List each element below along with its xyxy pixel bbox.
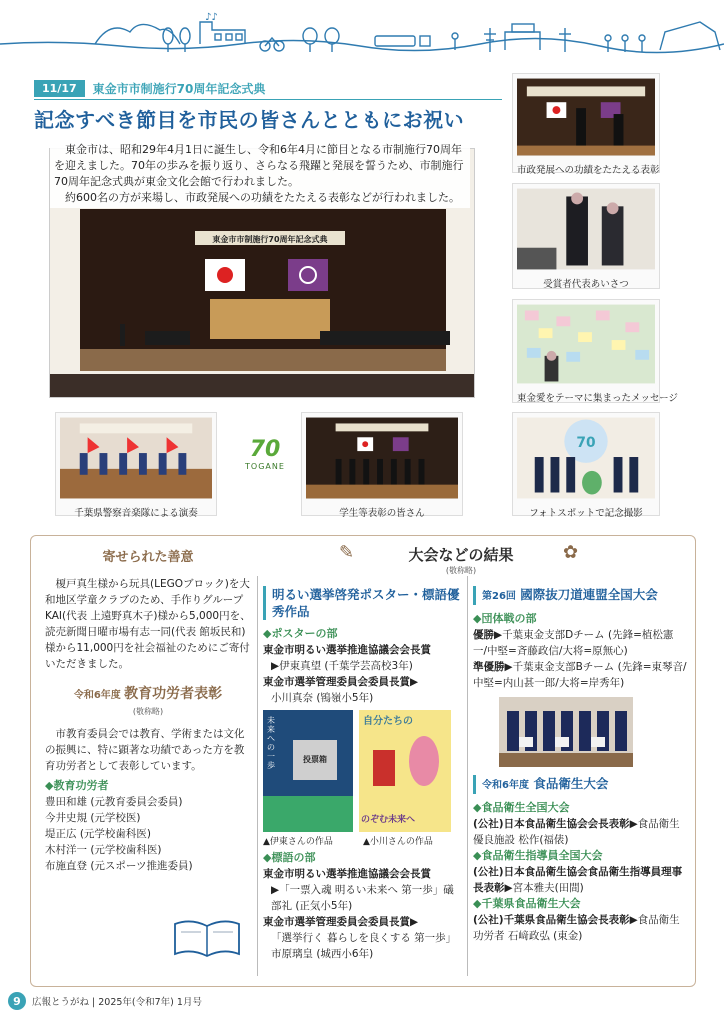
photo-caption: 市政発展への功績をたたえる表彰	[517, 165, 660, 176]
svg-text:♪♪: ♪♪	[205, 12, 218, 23]
photo-caption: 東金愛をテーマに集まったメッセージ	[517, 393, 678, 404]
poster-art-ito-box: 投票箱	[293, 740, 337, 780]
photo-image	[517, 304, 655, 384]
kendo-title: 國際抜刀道連盟全国大会	[520, 587, 658, 602]
food-item-3	[473, 912, 687, 944]
column-left	[45, 550, 251, 874]
poster-art-ito	[263, 710, 353, 832]
kendo-win-1-text: ▶千葉東金支部Dチーム (先鋒=植松憲一/中堅=斉藤政信/大将=原無心)	[473, 629, 674, 657]
footer-text: 広報とうがね | 2025年(令和7年) 1月号	[32, 997, 202, 1008]
divider	[34, 99, 502, 100]
edu-name-item: 木村洋一 (元学校歯科医)	[45, 844, 162, 856]
food-item-1	[473, 816, 687, 848]
photo-student-award	[301, 412, 463, 519]
donation-text: 榎戸真生様から玩具(LEGOブロック)を大和地区学童クラブのため、手作りグループKAI(代表 上遠野真木子)様から5,000円を、読売新聞日曜市場有志一同(代表 館坂民和)様から11,000円を社会福祉のためにご寄付いただきました。	[45, 578, 251, 670]
poster-art-ogawa-bottom: のぞむ未来へ	[361, 815, 416, 825]
event-label: 東金市市制施行70周年記念式典	[92, 82, 266, 96]
kendo-win-1-label: 優勝	[473, 629, 494, 641]
poster-winner-1: ▶伊東真望 (千葉学芸高校3年)	[271, 660, 413, 672]
poster-head: ◆ポスターの部	[263, 627, 338, 640]
edu-title: 教育功労者表彰	[124, 686, 223, 702]
photo-photo-spot	[512, 412, 660, 519]
intro-paragraph-1: 東金市は、昭和29年4月1日に誕生し、令和6年4月に節目となる市制施行70周年を迎えました。70年の歩みを振り返り、さらなる飛躍と発展を誓うため、市制施行70周年記念式典が東金文化会館で行われました。	[54, 143, 464, 188]
poster-art-ito-text: 未来への一歩	[267, 716, 275, 770]
event-tag	[34, 80, 265, 97]
poster-award-2: 東金市選挙管理委員会委員長賞▶	[263, 676, 419, 688]
poster-caption-ogawa: ▲小川さんの作品	[363, 837, 433, 847]
anniversary-logo-number: 70	[249, 437, 281, 462]
svg-text:70: 70	[576, 435, 596, 452]
photo-representative-greeting	[512, 183, 660, 289]
column-middle	[263, 586, 461, 962]
edu-text: 市教育委員会では教育、学術または文化の振興に、特に顕著な功績であった方を教育功労者として表彰しています。	[45, 728, 245, 772]
kendo-win-1	[473, 627, 687, 659]
page-headline: 記念すべき節目を市民の皆さんとともにお祝い	[34, 108, 465, 132]
photo-image	[60, 417, 212, 499]
food-title: 食品衛生大会	[533, 776, 609, 791]
food-head-2: ◆食品衛生指導員全国大会	[473, 849, 603, 862]
food-item-2-award: (公社)日本食品衛生協会食品衛生指導員理事長表彰	[473, 866, 683, 894]
intro-paragraph-2: 約600名の方が来場し、市政発展への功績をたたえる表彰などが行われました。	[65, 191, 460, 204]
edu-list-head: ◆教育功労者	[45, 779, 109, 792]
food-year: 令和6年度	[482, 780, 529, 791]
column-divider	[467, 576, 468, 976]
photo-image	[306, 417, 458, 499]
photo-caption: フォトスポットで記念撮影	[529, 508, 643, 519]
poster-award-1: 東金市明るい選挙推進協議会会長賞	[263, 644, 431, 656]
kendo-head: ◆団体戦の部	[473, 612, 537, 625]
photo-caption: 受賞者代表あいさつ	[543, 279, 629, 290]
photo-award-ceremony	[512, 73, 660, 176]
edu-name-item: 今井史規 (元学校医)	[45, 812, 141, 824]
column-right	[473, 586, 687, 944]
kendo-win-2	[473, 659, 687, 691]
food-head-3: ◆千葉県食品衛生大会	[473, 897, 581, 910]
footer	[8, 992, 202, 1010]
photo-image	[517, 78, 655, 156]
kendo-win-2-label: 準優勝	[473, 661, 505, 673]
kendo-num: 第26回	[482, 591, 516, 602]
poster-art-ogawa	[359, 710, 451, 832]
photo-caption: 学生等表彰の皆さん	[339, 508, 425, 519]
poster-title: 明るい選挙啓発ポスター・標語優秀作品	[263, 586, 461, 620]
palette-icon: ✿	[563, 542, 579, 563]
kendo-title-block	[473, 586, 687, 605]
edu-year: 令和6年度	[73, 690, 121, 701]
donation-title: 寄せられた善意	[102, 550, 194, 565]
stage-banner-text: 東金市市制施行70周年記念式典	[212, 235, 328, 244]
photo-police-band	[55, 412, 217, 519]
food-title-block	[473, 775, 687, 794]
food-item-3-winner: ▶食品衛生功労者 石﨑政弘 (東金)	[473, 914, 680, 942]
results-title: 大会などの結果	[408, 546, 514, 564]
edu-name-item: 豊田和雄 (元教育委員会委員)	[45, 796, 183, 808]
food-head-1: ◆食品衛生全国大会	[473, 801, 570, 814]
slogan-winner-1: ▶「一票入魂 明るい未来へ 第一歩」礒部礼 (正気小5年)	[271, 884, 454, 912]
poster-art-ogawa-text: 自分たちの	[363, 716, 413, 727]
event-date-badge: 11/17	[34, 80, 85, 97]
anniversary-logo	[236, 438, 294, 484]
edu-note: (敬称略)	[132, 707, 164, 716]
news-frame	[30, 535, 696, 987]
pencil-icon: ✎	[339, 542, 355, 563]
edu-name-item: 布施直登 (元スポーツ推進委員)	[45, 860, 193, 872]
poster-winner-2: 小川真奈 (鴇嶺小5年)	[271, 692, 374, 704]
results-title-block	[361, 544, 561, 576]
page-number: 9	[8, 992, 26, 1010]
poster-artworks	[263, 710, 461, 846]
food-item-3-award: (公社)千葉県食品衛生協会長表彰	[473, 914, 630, 926]
slogan-award-1: 東金市明るい選挙推進協議会会長賞	[263, 868, 431, 880]
photo-message-board	[512, 299, 678, 404]
photo-image	[517, 188, 655, 270]
photo-image	[517, 417, 655, 499]
slogan-award-2: 東金市選挙管理委員会委員長賞▶	[263, 916, 419, 928]
food-item-1-winner: ▶食品衛生優良施設 松作(福俵)	[473, 818, 680, 846]
column-divider	[257, 576, 258, 976]
kendo-photo	[499, 697, 633, 767]
edu-name-item: 堤正広 (元学校歯科医)	[45, 828, 152, 840]
food-item-2-winner: ▶宮本雅夫(田間)	[504, 882, 584, 894]
edu-title-block	[45, 686, 251, 720]
book-icon	[171, 914, 243, 962]
skyline-illustration	[0, 0, 724, 70]
food-item-2	[473, 864, 687, 896]
photo-caption: 千葉県警察音楽隊による演奏	[74, 508, 198, 519]
results-note: (敬称略)	[445, 566, 477, 575]
food-item-1-award: (公社)日本食品衛生協会会長表彰	[473, 818, 630, 830]
intro-text	[50, 140, 470, 208]
anniversary-logo-text: TOGANE	[245, 462, 285, 471]
poster-caption-ito: ▲伊東さんの作品	[263, 837, 333, 847]
slogan-winner-2: 「選挙行く 暮らしを良くする 第一歩」市原璃皇 (城西小6年)	[271, 932, 457, 960]
kendo-win-2-text: ▶千葉東金支部Bチーム (先鋒=東琴音/中堅=内山甚一郎/大将=岸秀年)	[473, 661, 687, 689]
slogan-head: ◆標語の部	[263, 851, 316, 864]
